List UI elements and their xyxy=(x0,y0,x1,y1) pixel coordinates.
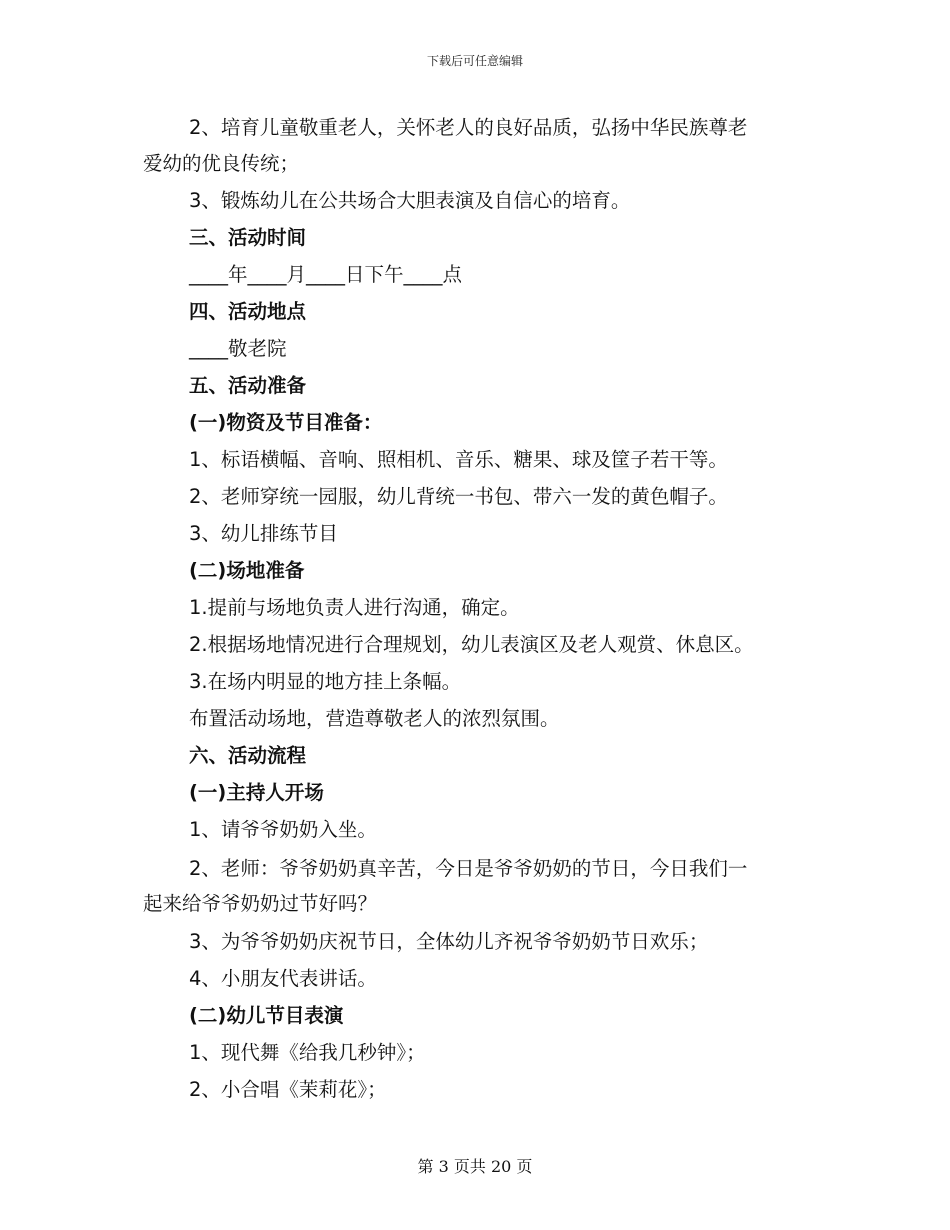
subsection-heading: (一)主持人开场 xyxy=(189,781,324,804)
body-line: ____敬老院 xyxy=(189,337,287,360)
section-heading: 三、活动时间 xyxy=(189,226,307,249)
body-line: 1、请爷爷奶奶入坐。 xyxy=(189,818,377,841)
subsection-heading: (一)物资及节目准备： xyxy=(189,411,383,434)
body-line: 2.根据场地情况进行合理规划，幼儿表演区及老人观赏、休息区。 xyxy=(189,633,754,656)
body-line: 3、幼儿排练节目 xyxy=(189,522,338,545)
body-line: 3、锻炼幼儿在公共场合大胆表演及自信心的培育。 xyxy=(189,189,631,212)
body-line: 4、小朋友代表讲话。 xyxy=(189,967,377,990)
page-footer: 第 3 页共 20 页 xyxy=(417,1157,533,1176)
body-line: 爱幼的优良传统； xyxy=(143,152,300,175)
section-heading: 六、活动流程 xyxy=(189,744,307,767)
body-line: 1、标语横幅、音响、照相机、音乐、糖果、球及筐子若干等。 xyxy=(189,448,728,471)
body-line: 2、老师：爷爷奶奶真辛苦，今日是爷爷奶奶的节日，今日我们一 xyxy=(189,857,748,880)
body-line: 2、老师穿统一园服，幼儿背统一书包、带六一发的黄色帽子。 xyxy=(189,485,728,508)
body-line: 2、小合唱《茉莉花》； xyxy=(189,1078,387,1101)
body-line: 1、现代舞《给我几秒钟》； xyxy=(189,1041,426,1064)
body-line: 2、培育儿童敬重老人，关怀老人的良好品质，弘扬中华民族尊老 xyxy=(189,116,748,139)
subsection-heading: (二)场地准备 xyxy=(189,559,305,582)
body-line: 布置活动场地，营造尊敬老人的浓烈氛围。 xyxy=(189,707,560,730)
body-line: 3、为爷爷奶奶庆祝节日，全体幼儿齐祝爷爷奶奶节日欢乐； xyxy=(189,930,709,953)
subsection-heading: (二)幼儿节目表演 xyxy=(189,1004,344,1027)
body-line: 1.提前与场地负责人进行沟通，确定。 xyxy=(189,596,520,619)
section-heading: 五、活动准备 xyxy=(189,374,307,397)
body-line: 3.在场内明显的地方挂上条幅。 xyxy=(189,670,462,693)
body-line: ____年____月____日下午____点 xyxy=(189,263,463,286)
body-line: 起来给爷爷奶奶过节好吗？ xyxy=(143,892,378,915)
section-heading: 四、活动地点 xyxy=(189,300,307,323)
header-note: 下载后可任意编辑 xyxy=(426,54,523,68)
